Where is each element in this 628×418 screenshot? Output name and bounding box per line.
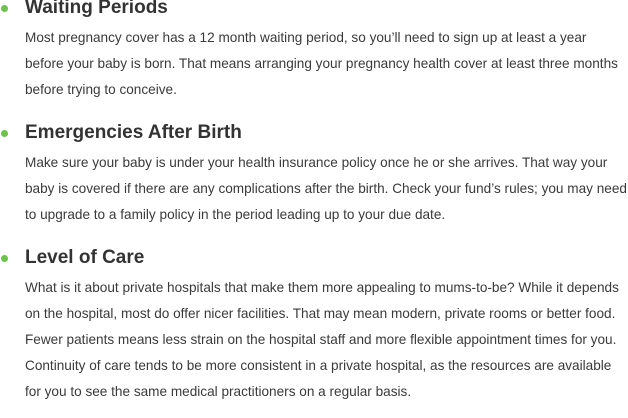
section-heading: Waiting Periods bbox=[25, 0, 168, 18]
list-item-level-of-care bbox=[0, 241, 628, 405]
bullet-dot-icon bbox=[1, 5, 8, 12]
section-body: Most pregnancy cover has a 12 month waiting period, so you’ll need to sign up at least a year before your baby is born. That means arranging your pregnancy health cover at least three months before trying to conceive. bbox=[25, 30, 618, 97]
bullet-dot-icon bbox=[1, 255, 8, 262]
list-item-emergencies-after-birth bbox=[0, 116, 628, 228]
section-body: Make sure your baby is under your health insurance policy once he or she arrives. That way your baby is covered if there are any complications after the birth. Check your fund’s rules; you may need to upgrade to a family policy in the period leading up to your due date. bbox=[25, 155, 627, 222]
section-heading: Emergencies After Birth bbox=[25, 122, 242, 143]
section-heading: Level of Care bbox=[25, 247, 145, 268]
section-body: What is it about private hospitals that make them more appealing to mums-to-be? While it depends on the hospital, most do offer nicer facilities. That may mean modern, private rooms or better food. Fewer patients means less strain on the hospital staff and more flexible appointment times for you. Continuity of care tends to be more consistent in a private hospital, as the resources are available for you to see the same medical practitioners on a regular basis. bbox=[25, 280, 619, 399]
bullet-dot-icon bbox=[1, 130, 8, 137]
list-item-waiting-periods bbox=[0, 0, 628, 103]
